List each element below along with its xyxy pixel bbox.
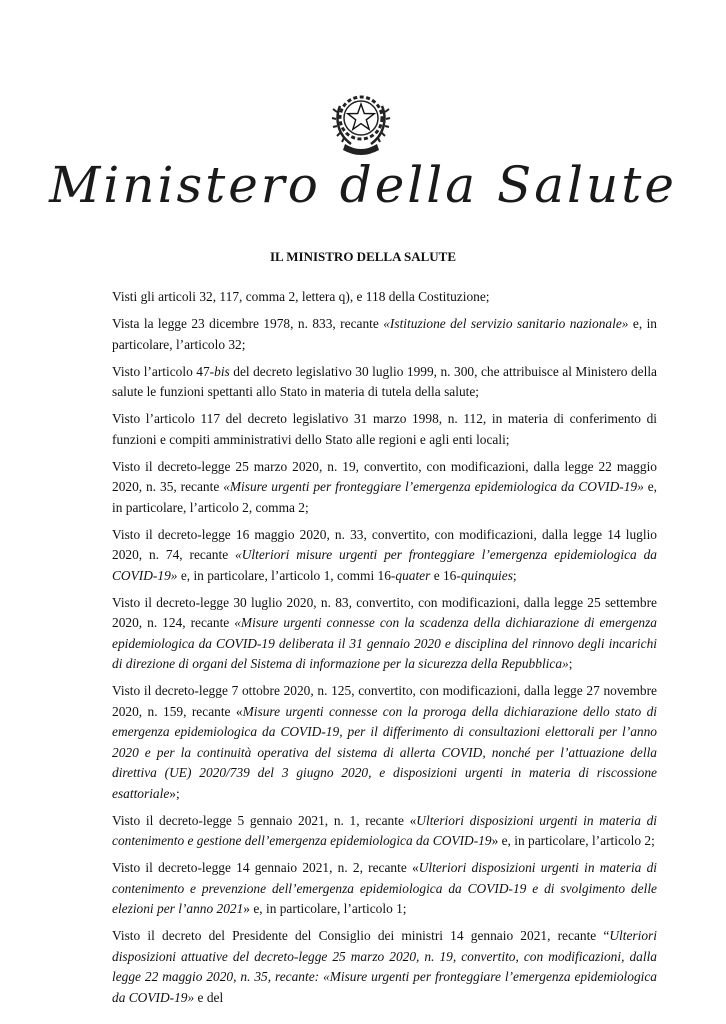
text-run: Visto l’articolo 117 del decreto legislativo 31 marzo 1998, n. 112, in materia di conferimento di funzioni e compiti amministrativi dello Stato alle regioni e agli enti locali; (112, 411, 657, 447)
document-title: IL MINISTRO DELLA SALUTE (269, 249, 457, 264)
italic-text-run: «Ulteriori misure urgenti per fronteggiare l’emergenza epidemiologica da COVID-19» (112, 547, 657, 583)
text-run: Visto il decreto-legge 7 ottobre 2020, n. 125, convertito, con modificazioni, dalla legge 27 novembre 2020, n. 159, recante « (112, 683, 657, 719)
text-run: Visto l’articolo 47- (112, 363, 215, 379)
text-run: Visto il decreto-legge 14 gennaio 2021, n. 2, recante « (112, 860, 419, 875)
document-body (112, 287, 657, 1008)
text-run: del decreto legislativo 30 luglio 1999, n. 300, che attribuisce al Ministero della salute le funzioni spettanti allo Stato in materia di tutela della salute; (112, 363, 658, 399)
text-run: » e, in particolare, l’articolo 1; (243, 901, 407, 916)
italic-text-run: Ulteriori disposizioni urgenti in materia di contenimento e gestione dell’emergenza epidemiologica da COVID-19 (112, 812, 657, 848)
text-run: ; (568, 656, 573, 671)
text-run: » e, in particolare, l’articolo 2; (491, 833, 655, 848)
text-run: e, in particolare, l’articolo 2, comma 2; (112, 479, 657, 515)
text-run: e, in particolare, l’articolo 32; (112, 316, 657, 352)
text-run: Visti gli articoli 32, 117, comma 2, lettera q), e 118 della Costituzione; (112, 289, 490, 304)
text-run: e del (194, 989, 224, 1005)
ministry-title: Ministero della Salute (49, 156, 677, 214)
italic-text-run: bis (214, 363, 230, 379)
paragraph (112, 409, 657, 450)
text-run: »; (169, 785, 180, 801)
italic-text-run: quater (395, 567, 431, 583)
paragraph (112, 525, 657, 587)
paragraph (112, 457, 657, 519)
italic-text-run: «Istituzione del servizio sanitario nazionale» (383, 316, 629, 331)
text-run: Visto il decreto-legge 25 marzo 2020, n. 19, convertito, con modificazioni, dalla legge 22 maggio 2020, n. 35, recante (112, 458, 657, 494)
italic-text-run: «Misure urgenti connesse con la scadenza della dichiarazione di emergenza epidemiologica da COVID-19 deliberata il 31 gennaio 2020 e disciplina del rinnovo degli incarichi di direzione di organi del Sistema di informazione per la sicurezza della Repubblica» (112, 615, 658, 671)
paragraph (112, 926, 657, 1008)
italic-text-run: Ulteriori disposizioni urgenti in materia di contenimento e prevenzione dell’emergenza epidemiologica da COVID-19 e di svolgimento delle elezioni per l’anno 2021 (112, 860, 658, 916)
text-run: Visto il decreto del Presidente del Consiglio dei ministri 14 gennaio 2021, recante “ (112, 928, 610, 943)
italic-text-run: Ulteriori disposizioni attuative del decreto-legge 25 marzo 2020, n. 19, convertito, con modificazioni, dalla legge 22 maggio 2020, n. 35, recante: «Misure urgenti per fronteggiare l’emergenza epidemiologica da COVID-19» (112, 928, 657, 1005)
text-run: Vista la legge 23 dicembre 1978, n. 833, recante (112, 316, 384, 331)
text-run: Visto il decreto-legge 30 luglio 2020, n. 83, convertito, con modificazioni, dalla legge 25 settembre 2020, n. 124, recante (112, 594, 657, 630)
text-run: e, in particolare, l’articolo 1, commi 16- (177, 567, 396, 583)
italic-text-run: «Misure urgenti per fronteggiare l’emergenza epidemiologica da COVID-19» (223, 479, 644, 494)
text-run: Visto il decreto-legge 5 gennaio 2021, n. 1, recante « (112, 812, 417, 828)
italic-text-run: quinquies (460, 567, 513, 583)
text-run: ; (512, 567, 517, 583)
paragraph (112, 811, 657, 852)
paragraph (112, 314, 657, 355)
text-run: e 16- (430, 567, 461, 583)
paragraph (112, 681, 657, 804)
italic-text-run: Misure urgenti connesse con la proroga della dichiarazione dello stato di emergenza epidemiologica da COVID-19, per il differimento di consultazioni elettorali per l’anno 2020 e per la continuità operativa del sistema di allerta COVID, nonché per l’attuazione della direttiva (UE) 2020/739 del 3 giugno 2020, e disposizioni urgenti in materia di riscossione esattoriale (112, 703, 657, 801)
text-run: Visto il decreto-legge 16 maggio 2020, n. 33, convertito, con modificazioni, dalla legge 14 luglio 2020, n. 74, recante (112, 526, 657, 562)
paragraph (112, 593, 657, 675)
paragraph (112, 362, 657, 403)
paragraph (112, 858, 657, 920)
paragraph (112, 287, 657, 308)
